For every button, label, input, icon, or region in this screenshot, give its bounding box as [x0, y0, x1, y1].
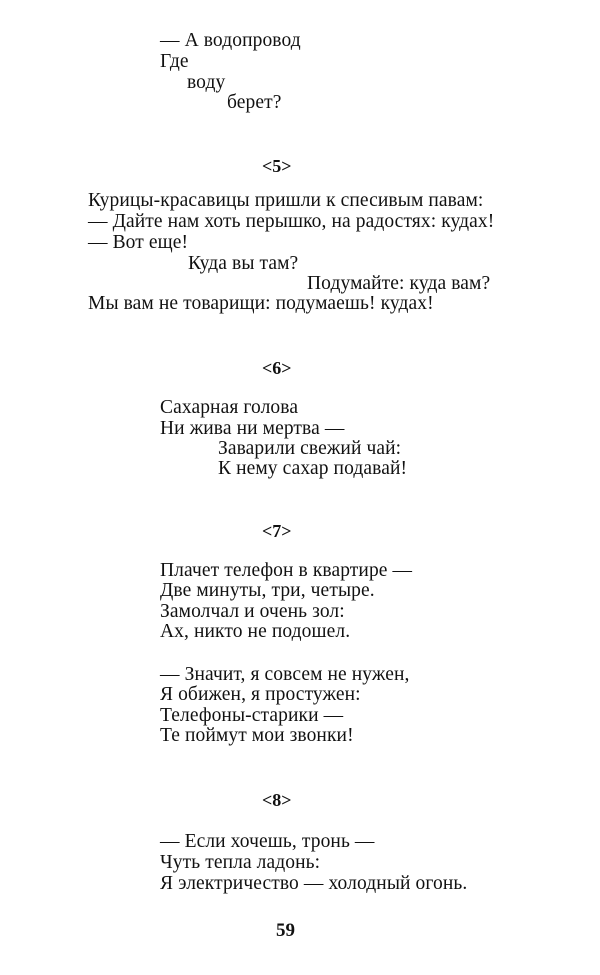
- poem-line: Плачет телефон в квартире —: [160, 560, 413, 581]
- section-heading: <7>: [262, 521, 292, 541]
- poem-line: Курицы-красавицы пришли к спесивым павам:: [88, 190, 484, 211]
- page-number: 59: [276, 920, 295, 941]
- poem-line: воду: [187, 72, 226, 93]
- poem-line: — Значит, я совсем не нужен,: [160, 664, 410, 685]
- poem-line: — Дайте нам хоть перышко, на радостях: кудах!: [88, 211, 495, 232]
- poem-line: берет?: [227, 92, 282, 113]
- poem-line: Подумайте: куда вам?: [307, 273, 491, 294]
- poem-line: Ах, никто не подошел.: [160, 621, 351, 642]
- section-heading: <6>: [262, 358, 292, 378]
- poem-line: Замолчал и очень зол:: [160, 601, 345, 622]
- poem-line: Куда вы там?: [188, 253, 299, 274]
- poem-line: — Вот еще!: [88, 232, 189, 253]
- poem-line: Те поймут мои звонки!: [160, 725, 354, 746]
- poem-line: — Если хочешь, тронь —: [160, 831, 375, 852]
- poem-line: Две минуты, три, четыре.: [160, 580, 375, 601]
- poem-line: Заварили свежий чай:: [218, 438, 402, 459]
- poem-line: Телефоны-старики —: [160, 705, 344, 726]
- poem-line: Чуть тепла ладонь:: [160, 852, 321, 873]
- poem-line: Мы вам не товарищи: подумаешь! кудах!: [88, 293, 434, 314]
- poem-line: Сахарная голова: [160, 397, 299, 418]
- section-heading: <8>: [262, 790, 292, 810]
- poem-line: Я обижен, я простужен:: [160, 684, 361, 705]
- section-heading: <5>: [262, 156, 292, 176]
- poem-line: Я электричество — холодный огонь.: [160, 873, 468, 894]
- poem-line: К нему сахар подавай!: [218, 458, 408, 479]
- poem-line: — А водопровод: [160, 30, 301, 51]
- poem-line: Где: [160, 51, 189, 72]
- poem-line: Ни жива ни мертва —: [160, 418, 345, 439]
